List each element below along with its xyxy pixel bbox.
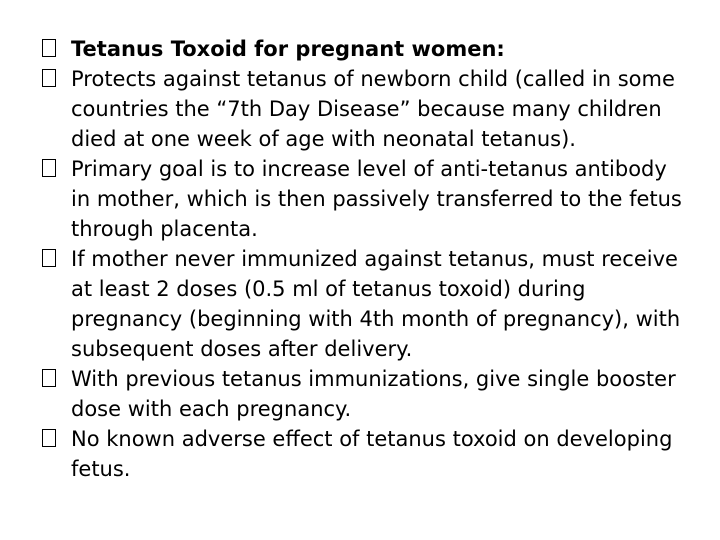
bullet-item-no-adverse-effect: [40, 424, 690, 484]
heading-text: Tetanus Toxoid for pregnant women:: [71, 37, 505, 61]
missing-glyph-box-icon: [42, 159, 56, 177]
bullet-item-previous-immunization: [40, 364, 690, 424]
missing-glyph-box-icon: [42, 369, 56, 387]
missing-glyph-box-icon: [42, 249, 56, 267]
missing-glyph-box-icon: [42, 429, 56, 447]
bullet-text: If mother never immunized against tetanus, must receive at least 2 doses (0.5 ml of tetanus toxoid) during pregnancy (beginning with 4th month of pregnancy), with subsequent doses after delivery.: [71, 247, 681, 361]
bullet-text: Protects against tetanus of newborn child (called in some countries the “7th Day Disease” because many children died at one week of age with neonatal tetanus).: [71, 67, 675, 151]
bullet-text: No known adverse effect of tetanus toxoid on developing fetus.: [71, 427, 673, 481]
missing-glyph-box-icon: [42, 39, 56, 57]
bullet-text: With previous tetanus immunizations, give single booster dose with each pregnancy.: [71, 367, 676, 421]
missing-glyph-box-icon: [42, 69, 56, 87]
bullet-item-primary-goal: [40, 154, 690, 244]
slide-heading: [40, 34, 690, 64]
slide-content: [40, 34, 690, 484]
bullet-text: Primary goal is to increase level of anti-tetanus antibody in mother, which is then passively transferred to the fetus through placenta.: [71, 157, 682, 241]
bullet-item-newborn-protection: [40, 64, 690, 154]
bullet-item-never-immunized: [40, 244, 690, 364]
